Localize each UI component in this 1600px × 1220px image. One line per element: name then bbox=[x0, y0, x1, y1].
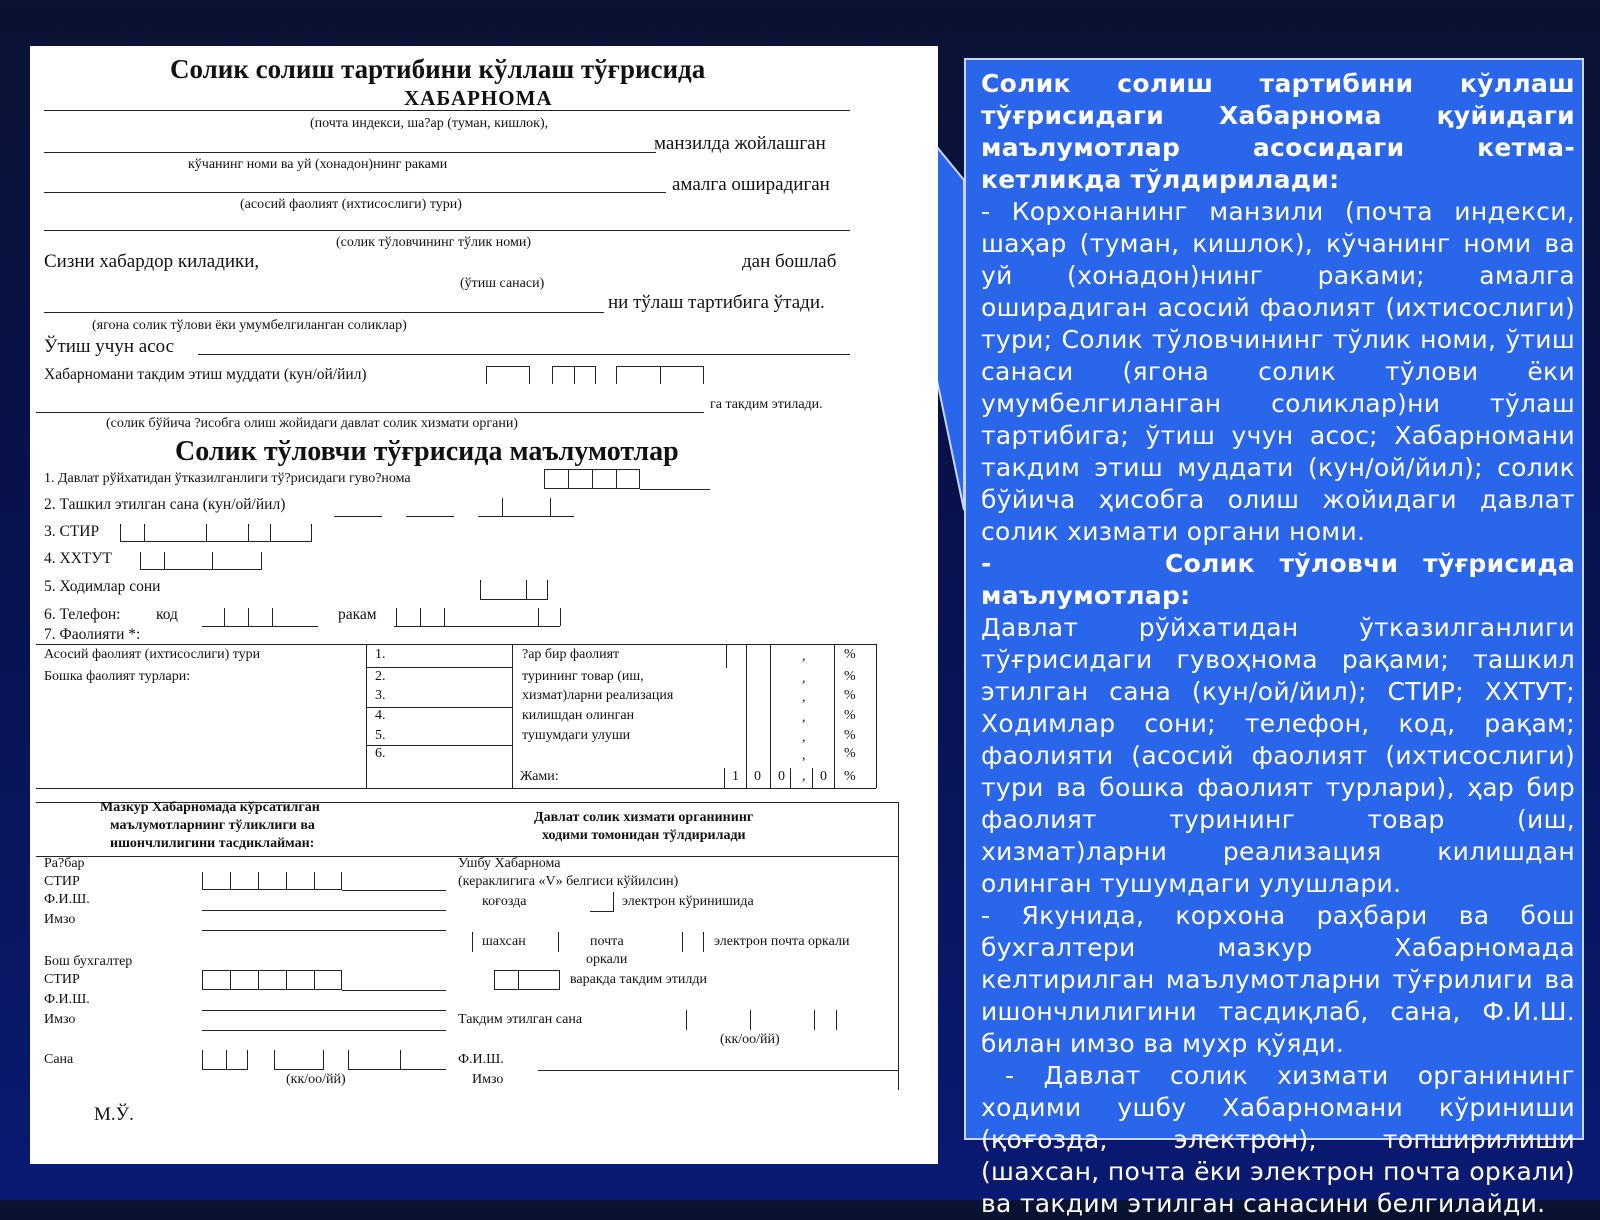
cell-divider bbox=[270, 524, 271, 542]
info-panel bbox=[964, 58, 1584, 1218]
option-mail-via: оркали bbox=[586, 952, 628, 967]
cell-divider bbox=[502, 498, 503, 516]
table-row-num: 4. bbox=[375, 708, 386, 723]
cell-divider bbox=[750, 1010, 751, 1030]
info-taxpayer-paragraph: Давлат рўйхатидан ўтказилганлиги тўғрисидаги гувоҳнома рақами; ташкил этилган сана (кун/ой/йил); СТИР; ХХТУТ; Ходимлар сони; телефон, код, рақам; фаолияти (асосий фаолият (ихтисослиги) тури ва бошка фаолият турлари), ҳар бир фаолият турининг товар (иш, хизмат)ларни реализация килишдан олинган тушумдаги улушлари. bbox=[981, 613, 1575, 898]
info-dash: - bbox=[981, 549, 992, 578]
cell-divider bbox=[396, 608, 397, 626]
stamp-place: М.Ў. bbox=[94, 1104, 134, 1125]
text-switch: ни тўлаш тартибига ўтади. bbox=[608, 292, 825, 313]
caption-authority: (солик бўйича ?исобга олиш жойидаги давлат солик хизмати органи) bbox=[106, 416, 518, 431]
percent-sign: % bbox=[844, 688, 856, 703]
sheets-label: варакда такдим этилди bbox=[570, 972, 707, 987]
cell-divider bbox=[592, 469, 593, 489]
head-fio-field[interactable] bbox=[202, 910, 446, 911]
table-row-num: 3. bbox=[375, 688, 386, 703]
cell-divider bbox=[568, 469, 569, 489]
total-digit: 1 bbox=[732, 769, 739, 784]
text-submitted: га такдим этилади. bbox=[710, 397, 823, 412]
date-format-caption: (кк/оо/йй) bbox=[286, 1072, 346, 1087]
info-heading: Солик солиш тартибини кўллаш тўғрисидаги Хабарнома қуйидаги маълумотлар асосидаги кетма-кетликда тўлдирилади: bbox=[981, 69, 1575, 194]
cell-divider bbox=[206, 524, 207, 542]
phone-number-label: ракам bbox=[338, 606, 377, 623]
stir-cells[interactable] bbox=[120, 524, 312, 542]
form-title: Солик солиш тартибини кўллаш тўғрисида bbox=[170, 54, 706, 84]
option-electronic: электрон кўринишида bbox=[622, 894, 754, 909]
text-performing: амалга оширадиган bbox=[672, 174, 830, 195]
date-year-cells[interactable] bbox=[348, 1050, 446, 1070]
info-officer-paragraph: - Давлат солик хизмати органининг ходими ушбу Хабарномани кўриниши (қоғозда, электрон), топширилиши (шахсан, почта ёки электрон почта оркали) ва такдим этилган санасини белгилайди. bbox=[981, 1061, 1575, 1218]
text-from: дан бошлаб bbox=[742, 251, 837, 272]
item-stir: 3. СТИР bbox=[44, 523, 100, 540]
item-phone: 6. Телефон: bbox=[44, 606, 121, 623]
confirm-title-line: маълумотларнинг тўликлиги ва bbox=[110, 818, 315, 833]
item-employees: 5. Ходимлар сони bbox=[44, 578, 161, 595]
notice-form-document bbox=[30, 46, 938, 1164]
cell-divider bbox=[574, 366, 575, 384]
caption-street: кўчанинг номи ва уй (хонадон)нинг раками bbox=[188, 157, 448, 172]
table-main-activity: Асосий фаолият (ихтисослиги) тури bbox=[44, 647, 261, 662]
cell-divider bbox=[616, 469, 617, 489]
registration-line[interactable] bbox=[640, 489, 710, 490]
caption-date: (ўтиш санаси) bbox=[460, 276, 545, 291]
table-col-divider bbox=[366, 644, 367, 788]
email-checkbox[interactable] bbox=[682, 932, 704, 952]
total-digit: 0 bbox=[778, 769, 785, 784]
label-submit-date: Такдим этилган сана bbox=[458, 1012, 583, 1027]
cell-divider bbox=[724, 768, 725, 788]
cell-divider bbox=[420, 608, 421, 626]
share-comma: , bbox=[802, 730, 806, 745]
label-accountant-signature: Имзо bbox=[44, 1012, 76, 1027]
form-subtitle: ХАБАРНОМА bbox=[404, 86, 553, 110]
item-okpo: 4. ХХТУТ bbox=[44, 550, 112, 567]
phone-number-field[interactable] bbox=[394, 626, 560, 627]
share-comma: , bbox=[802, 748, 806, 763]
accountant-fio-field[interactable] bbox=[202, 1010, 446, 1011]
table-desc-line: килишдан олинган bbox=[522, 708, 635, 723]
cell-divider bbox=[814, 1010, 815, 1030]
info-signature-paragraph: - Якунида, корхона раҳбари ва бош бухгалтери мазкур Хабарномада келтирилган маълумотларни тўғрилиги ва ишончлилигини тасдиқлаб, сана, Ф.И.Ш. билан имзо ва мухр қўяди. bbox=[981, 901, 1575, 1058]
text-deadline: Хабарномани такдим этиш муддати (кун/ой/йил) bbox=[44, 366, 367, 383]
cell-divider bbox=[286, 970, 287, 990]
total-digit: 0 bbox=[820, 769, 827, 784]
cell-divider bbox=[164, 552, 165, 570]
tax-title-line: ходими томонидан тўлдирилади bbox=[542, 828, 746, 843]
cell-divider bbox=[834, 644, 835, 788]
okpo-cells[interactable] bbox=[140, 552, 262, 570]
date-day-cells[interactable] bbox=[202, 1050, 248, 1070]
label-head-fio: Ф.И.Ш. bbox=[44, 892, 90, 907]
option-personally: шахсан bbox=[482, 934, 526, 949]
cell-divider bbox=[230, 970, 231, 990]
cell-divider bbox=[224, 608, 225, 626]
label-accountant-stir: СТИР bbox=[44, 972, 80, 987]
cell-divider bbox=[518, 970, 519, 990]
date-month-cells[interactable] bbox=[274, 1050, 324, 1070]
cell-divider bbox=[560, 608, 561, 626]
table-row-num: 1. bbox=[375, 647, 386, 662]
info-text bbox=[981, 68, 1575, 1220]
text-located: манзилда жойлашган bbox=[654, 133, 826, 154]
caption-taxpayer: (солик тўловчининг тўлик номи) bbox=[336, 235, 532, 250]
cell-divider bbox=[538, 608, 539, 626]
cell-divider bbox=[314, 970, 315, 990]
cell-divider bbox=[314, 872, 315, 890]
cell-divider bbox=[770, 644, 771, 788]
table-desc-line: турининг товар (иш, bbox=[522, 669, 644, 684]
percent-sign: % bbox=[844, 669, 856, 684]
cell-divider bbox=[272, 608, 273, 626]
percent-sign: % bbox=[844, 728, 856, 743]
option-email: электрон почта оркали bbox=[714, 934, 850, 949]
table-other-activities: Бошка фаолият турлари: bbox=[44, 669, 191, 684]
label-head-stir: СТИР bbox=[44, 874, 80, 889]
table-row-divider bbox=[366, 707, 512, 708]
cell-divider bbox=[286, 872, 287, 890]
activity-line[interactable] bbox=[44, 192, 666, 193]
table-right-border bbox=[876, 644, 877, 788]
accountant-stir-line[interactable] bbox=[342, 990, 446, 991]
option-mail: почта bbox=[590, 934, 624, 949]
table-desc-line: хизмат)ларни реализация bbox=[522, 688, 674, 703]
percent-sign: % bbox=[844, 746, 856, 761]
cell-divider bbox=[726, 644, 727, 668]
cell-divider bbox=[686, 1010, 687, 1030]
table-row-num: 5. bbox=[375, 728, 386, 743]
share-comma: , bbox=[802, 710, 806, 725]
street-line[interactable] bbox=[44, 152, 656, 153]
tax-type-line[interactable] bbox=[44, 312, 604, 313]
table-bottom-border bbox=[36, 788, 876, 789]
total-digit: 0 bbox=[754, 769, 761, 784]
cell-divider bbox=[836, 1010, 837, 1030]
phone-code-field[interactable] bbox=[202, 626, 318, 627]
label-accountant-fio: Ф.И.Ш. bbox=[44, 992, 90, 1007]
label-this-notice: Ушбу Хабарнома bbox=[458, 856, 561, 871]
table-row-divider bbox=[366, 745, 512, 746]
label-head-signature: Имзо bbox=[44, 912, 76, 927]
cell-divider bbox=[144, 524, 145, 542]
cell-divider bbox=[258, 970, 259, 990]
share-comma: , bbox=[802, 690, 806, 705]
table-top-border bbox=[36, 644, 876, 645]
cell-divider bbox=[812, 768, 813, 788]
officer-fio-field[interactable] bbox=[538, 1070, 898, 1071]
table-total-label: Жами: bbox=[520, 769, 559, 784]
confirm-title-line: ишончлилигини тасдиклайман: bbox=[110, 836, 315, 851]
share-comma: , bbox=[802, 671, 806, 686]
cell-divider bbox=[746, 644, 747, 788]
cell-divider bbox=[790, 768, 791, 788]
cell-divider bbox=[558, 932, 559, 952]
table-desc-line: тушумдаги улуши bbox=[522, 728, 631, 743]
share-comma: , bbox=[802, 649, 806, 664]
established-day[interactable] bbox=[334, 516, 382, 517]
text-basis: Ўтиш учун асос bbox=[44, 336, 175, 357]
cell-divider bbox=[660, 366, 661, 384]
cell-divider bbox=[248, 524, 249, 542]
label-date: Сана bbox=[44, 1052, 74, 1067]
tax-title-line: Давлат солик хизмати органининг bbox=[534, 810, 754, 825]
table-each-activity: ?ар бир фаолият bbox=[522, 647, 620, 662]
cell-divider bbox=[248, 608, 249, 626]
cell-divider bbox=[400, 1050, 401, 1070]
label-accountant: Бош бухгалтер bbox=[44, 954, 133, 969]
phone-code-label: код bbox=[156, 606, 178, 623]
section-right-border bbox=[898, 802, 899, 1090]
accountant-stir-cells[interactable] bbox=[202, 970, 342, 990]
mark-hint: (кераклигига «V» белгиси кўйилсин) bbox=[458, 874, 679, 889]
paper-checkbox[interactable] bbox=[590, 892, 614, 912]
cell-divider bbox=[212, 552, 213, 570]
info-section-title: Солик тўловчи тўғрисида маълумотлар: bbox=[981, 549, 1575, 610]
percent-sign: % bbox=[844, 769, 856, 784]
section-title: Солик тўловчи тўғрисида маълумотлар bbox=[175, 436, 679, 467]
authority-line[interactable] bbox=[36, 412, 704, 413]
cell-divider bbox=[526, 580, 527, 600]
percent-sign: % bbox=[844, 708, 856, 723]
head-stir-line[interactable] bbox=[342, 890, 446, 891]
cell-divider bbox=[444, 608, 445, 626]
head-stir-cells[interactable] bbox=[202, 872, 342, 890]
item-established: 2. Ташкил этилган сана (кун/ой/йил) bbox=[44, 496, 286, 513]
basis-line[interactable] bbox=[198, 354, 850, 355]
table-row-divider bbox=[366, 667, 512, 668]
option-paper: коғозда bbox=[482, 894, 527, 909]
label-officer-signature: Имзо bbox=[472, 1072, 504, 1087]
caption-tax: (ягона солик тўлови ёки умумбелгиланган соликлар) bbox=[92, 318, 407, 333]
label-officer-fio: Ф.И.Ш. bbox=[458, 1052, 504, 1067]
info-address-paragraph: - Корхонанинг манзили (почта индекси, шаҳар (туман, кишлок), кўчанинг номи ва уй (хонадон)нинг раками; амалга оширадиган асосий фаолият (ихтисослиги) тури; Солик тўловчининг тўлик номи, ўтиш санаси (ягона солик тўлови ёки умумбелгиланган соликлар)ни тўлаш тартибига; ўтиш учун асос; Хабарномани такдим этиш муддати (кун/ой/йил); солик бўйича ҳисобга олиш жойидаги давлат солик хизмати органи номи. bbox=[981, 197, 1575, 546]
head-signature-field[interactable] bbox=[202, 930, 446, 931]
total-digit: , bbox=[802, 769, 806, 784]
caption-address: (почта индекси, ша?ар (туман, кишлок), bbox=[310, 116, 549, 131]
established-month[interactable] bbox=[406, 516, 454, 517]
taxpayer-name-line[interactable] bbox=[44, 230, 850, 231]
cell-divider bbox=[230, 872, 231, 890]
info-section-heading bbox=[981, 548, 1575, 612]
item-activity: 7. Фаолияти *: bbox=[44, 626, 141, 643]
sheets-count-cells[interactable] bbox=[494, 970, 560, 990]
submit-date-caption: (кк/оо/йй) bbox=[720, 1032, 780, 1047]
confirm-title-line: Мазкур Хабарномада кўрсатилган bbox=[100, 800, 320, 815]
table-col-divider bbox=[512, 644, 513, 788]
table-row-num: 2. bbox=[375, 669, 386, 684]
accountant-signature-field[interactable] bbox=[202, 1030, 446, 1031]
table-row-num: 6. bbox=[375, 746, 386, 761]
cell-divider bbox=[226, 1050, 227, 1070]
cell-divider bbox=[550, 498, 551, 516]
caption-activity: (асосий фаолият (ихтисослиги) тури) bbox=[240, 197, 462, 212]
cell-divider bbox=[258, 872, 259, 890]
percent-sign: % bbox=[844, 647, 856, 662]
deadline-day-cells[interactable] bbox=[486, 366, 530, 384]
label-head: Ра?бар bbox=[44, 856, 85, 871]
address-line[interactable] bbox=[44, 110, 850, 111]
text-notify: Сизни хабардор киладики, bbox=[44, 251, 260, 272]
established-year[interactable] bbox=[478, 516, 574, 517]
employees-cells[interactable] bbox=[480, 580, 548, 600]
item-registration: 1. Давлат рўйхатидан ўтказилганлиги тў?рисидаги гуво?нома bbox=[44, 471, 411, 486]
